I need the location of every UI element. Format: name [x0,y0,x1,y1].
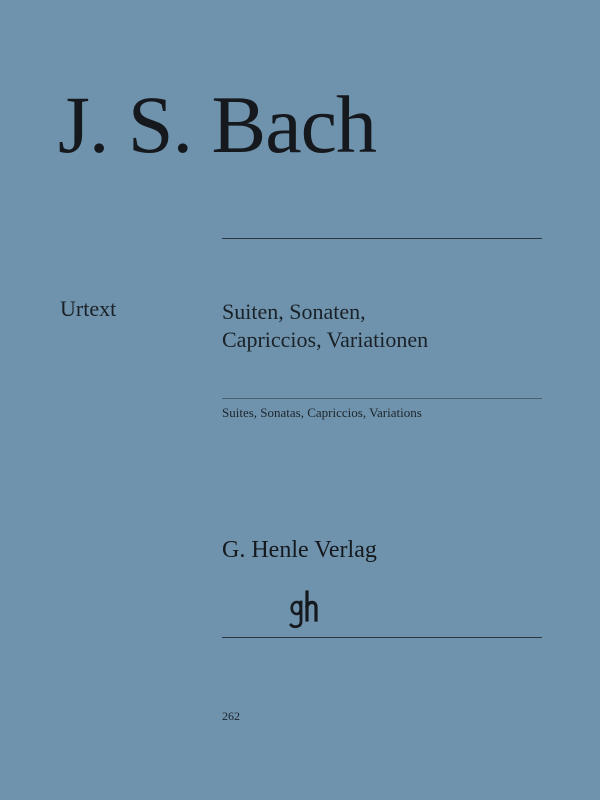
catalog-number: 262 [222,709,240,723]
edition-label: Urtext [60,296,117,321]
title-english: Suites, Sonatas, Capriccios, Variations [222,405,422,420]
divider-top [222,238,542,239]
divider-bottom [222,637,542,638]
title-german-line-2: Capriccios, Variationen [222,327,429,352]
composer-name: J. S. Bach [58,79,376,170]
divider-middle [222,398,542,399]
henle-gh-monogram-icon [286,590,320,630]
title-german-line-1: Suiten, Sonaten, [222,299,366,324]
title-german [222,298,428,354]
publisher-name: G. Henle Verlag [222,537,377,563]
